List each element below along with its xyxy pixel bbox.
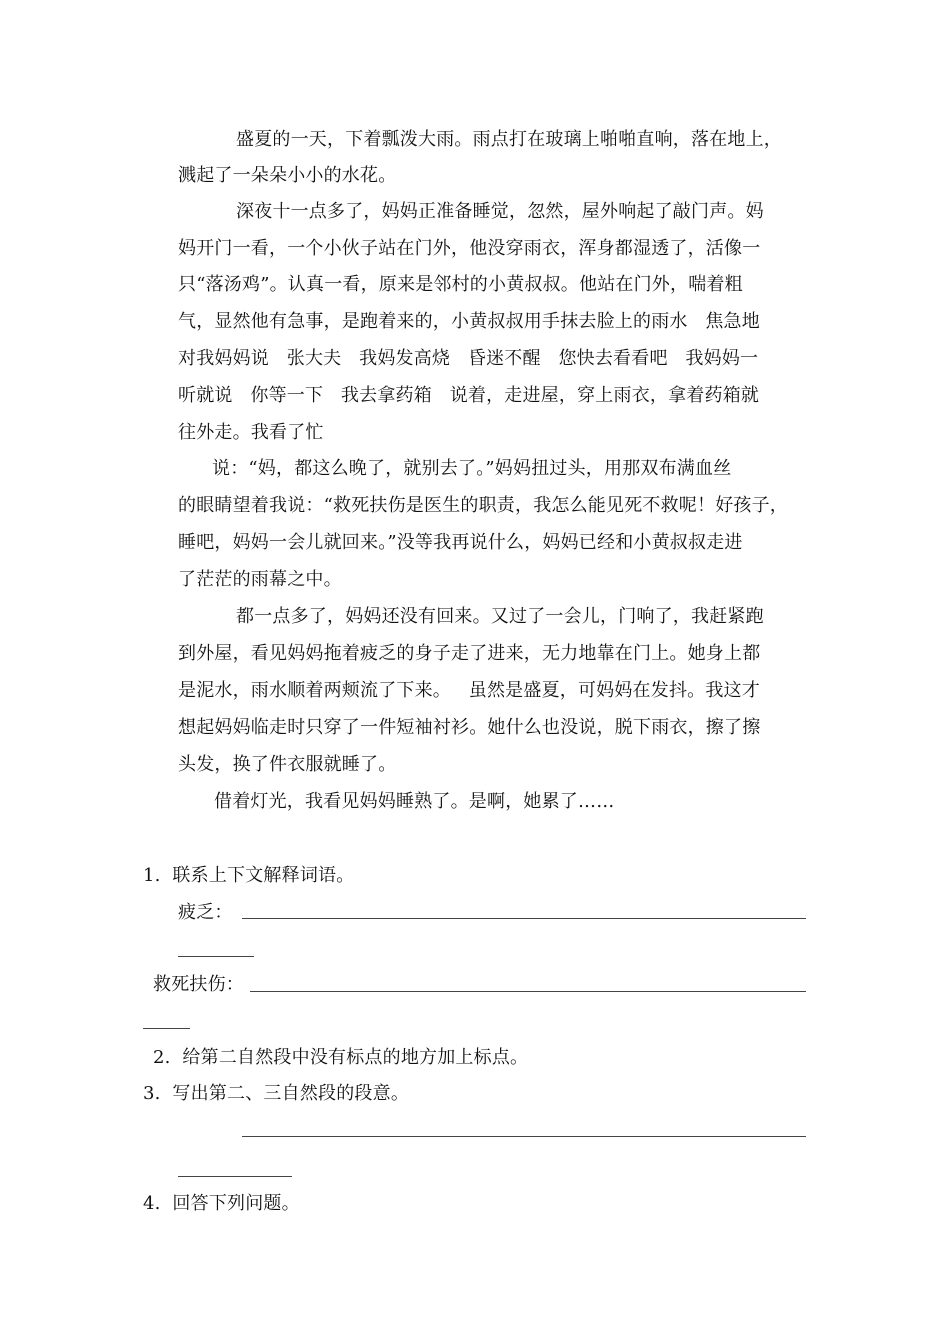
paragraph-2-line-5: 对我妈妈说 张大夫 我妈发高烧 昏迷不醒 您快去看看吧 我妈妈一 [178,348,759,369]
paragraph-2-line-1: 深夜十一点多了，妈妈正准备睡觉，忽然，屋外响起了敲门声。妈 [236,201,764,222]
answer-line[interactable] [242,918,806,919]
paragraph-3-line-4: 了茫茫的雨幕之中。 [178,569,342,590]
question-1-word-2-label: 救死扶伤： [153,974,244,995]
question-1-word-1-label: 疲乏： [178,902,233,923]
answer-line[interactable] [250,991,806,992]
question-4: 4. 回答下列问题。 [143,1193,300,1214]
answer-line[interactable] [178,1176,292,1177]
answer-line[interactable] [178,956,254,957]
answer-line[interactable] [143,1028,190,1029]
paragraph-2-line-3: 只“落汤鸡”。认真一看，原来是邻村的小黄叔叔。他站在门外，喘着粗 [178,274,743,295]
paragraph-5-line-1: 借着灯光，我看见妈妈睡熟了。是啊，她累了…… [214,791,615,812]
paragraph-4-line-4: 想起妈妈临走时只穿了一件短袖衬衫。她什么也没说，脱下雨衣，擦了擦 [178,717,761,738]
paragraph-2-line-2: 妈开门一看，一个小伙子站在门外，他没穿雨衣，浑身都湿透了，活像一 [178,238,761,259]
answer-line[interactable] [242,1136,806,1137]
paragraph-4-line-3: 是泥水，雨水顺着两颊流了下来。 虽然是盛夏，可妈妈在发抖。我这才 [178,680,760,701]
paragraph-3-line-2: 的眼睛望着我说：“救死扶伤是医生的职责，我怎么能见死不救呢！好孩子， [178,495,788,516]
paragraph-3-line-1: 说：“妈，都这么晚了，就别去了。”妈妈扭过头，用那双布满血丝 [212,458,732,479]
paragraph-2-line-7: 往外走。我看了忙 [178,422,324,443]
question-3: 3. 写出第二、三自然段的段意。 [143,1083,410,1104]
question-1: 1. 联系上下文解释词语。 [143,865,355,886]
question-2: 2. 给第二自然段中没有标点的地方加上标点。 [153,1047,529,1068]
paragraph-1-line-2: 溅起了一朵朵小小的水花。 [178,165,397,186]
paragraph-3-line-3: 睡吧，妈妈一会儿就回来。”没等我再说什么，妈妈已经和小黄叔叔走进 [178,532,743,553]
paragraph-4-line-1: 都一点多了，妈妈还没有回来。又过了一会儿，门响了，我赶紧跑 [236,606,764,627]
paragraph-2-line-4: 气，显然他有急事，是跑着来的，小黄叔叔用手抹去脸上的雨水 焦急地 [178,311,760,332]
paragraph-4-line-2: 到外屋，看见妈妈拖着疲乏的身子走了进来，无力地靠在门上。她身上都 [178,643,761,664]
paragraph-1-line-1: 盛夏的一天，下着瓢泼大雨。雨点打在玻璃上啪啪直响，落在地上， [236,129,782,150]
paragraph-4-line-5: 头发，换了件衣服就睡了。 [178,754,397,775]
paragraph-2-line-6: 听就说 你等一下 我去拿药箱 说着，走进屋，穿上雨衣，拿着药箱就 [178,385,760,406]
